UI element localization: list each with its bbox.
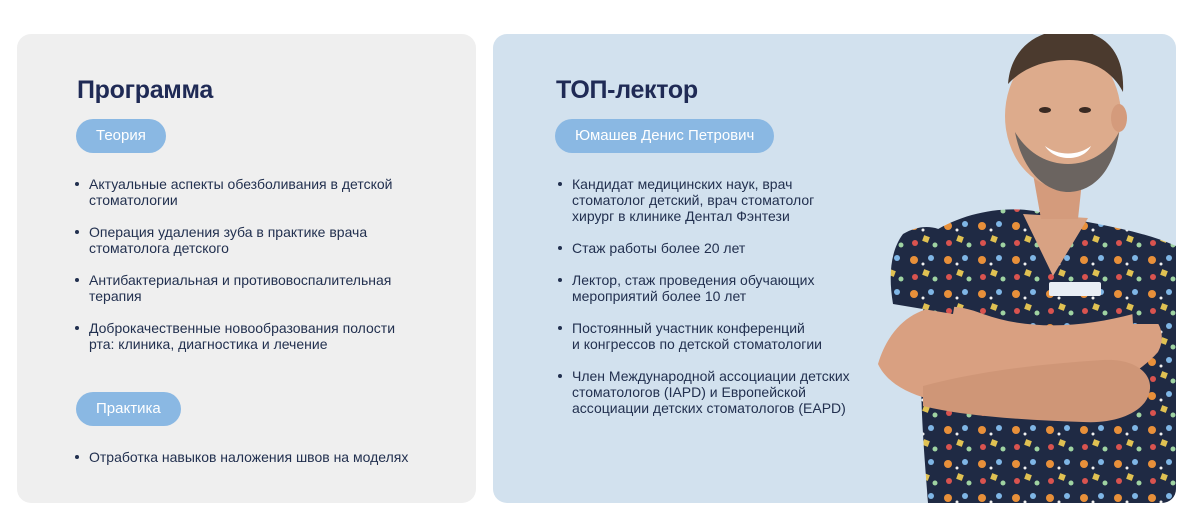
practice-pill: Практика	[76, 392, 181, 426]
program-card	[17, 34, 476, 503]
list-item: Стаж работы более 20 лет	[557, 240, 887, 256]
lecturer-card	[493, 34, 1176, 503]
theory-list	[74, 176, 434, 368]
list-item: Доброкачественные новообразования полости рта: клиника, диагностика и лечение	[74, 320, 434, 352]
cropped-header-text	[0, 0, 1200, 8]
list-item: Отработка навыков наложения швов на моделях	[74, 449, 434, 465]
list-item: Постоянный участник конференций и конгрессов по детской стоматологии	[557, 320, 887, 352]
list-item: Актуальные аспекты обезболивания в детской стоматологии	[74, 176, 434, 208]
list-item: Операция удаления зуба в практике врача стоматолога детского	[74, 224, 434, 256]
list-item: Член Международной ассоциации детских стоматологов (IAPD) и Европейской ассоциации детских стоматологов (EAPD)	[557, 368, 887, 416]
lecturer-credentials-list	[557, 176, 887, 432]
lecturer-name-pill: Юмашев Денис Петрович	[555, 119, 774, 153]
lecturer-photo	[873, 34, 1176, 503]
theory-pill: Теория	[76, 119, 166, 153]
program-title: Программа	[77, 76, 213, 104]
lecturer-title: ТОП-лектор	[556, 76, 698, 104]
list-item: Лектор, стаж проведения обучающих мероприятий более 10 лет	[557, 272, 887, 304]
practice-list	[74, 449, 434, 481]
list-item: Антибактериальная и противовоспалительная терапия	[74, 272, 434, 304]
list-item: Кандидат медицинских наук, врач стоматолог детский, врач стоматолог хирург в клинике Дентал Фэнтези	[557, 176, 887, 224]
